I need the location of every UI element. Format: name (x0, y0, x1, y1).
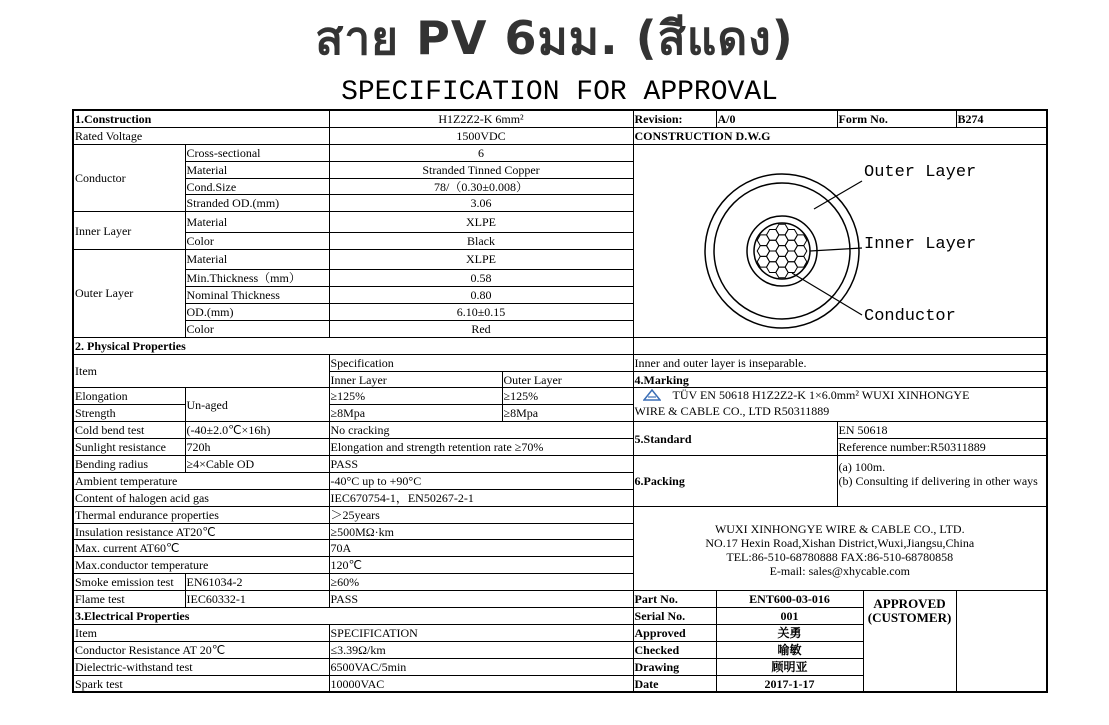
specification-table (72, 109, 1048, 693)
approved-signature: 关勇 (716, 624, 863, 641)
conductor-row-value: 6 (329, 144, 633, 161)
packing-line1: (a) 100m. (838, 460, 886, 475)
property-label: Ambient temperature (73, 472, 329, 489)
form-label: Form No. (837, 110, 956, 127)
electrical-value: ≤3.39Ω/km (329, 641, 633, 658)
outer-layer-inner-circle (714, 183, 850, 319)
property-value: ＞25years (329, 506, 633, 523)
company-info (633, 506, 1047, 590)
outer-row-label: Color (185, 320, 329, 337)
strength-inner: ≥8Mpa (329, 405, 502, 422)
company-phone: TEL:86-510-68780888 FAX:86-510-68780858 (726, 550, 954, 565)
conductor-row-value: 78/（0.30±0.008） (329, 178, 633, 195)
outer-layer-circle (705, 174, 859, 328)
strength-outer: ≥8Mpa (502, 405, 633, 422)
outer-row-value: 6.10±0.15 (329, 304, 633, 321)
conductor-row-label: Cross-sectional (185, 144, 329, 161)
tuv-logo-icon (643, 389, 661, 404)
customer-signature-area (956, 591, 1047, 693)
property-value: PASS (329, 591, 633, 608)
property-value: ≥60% (329, 574, 633, 591)
customer-approval: APPROVED (CUSTOMER) (863, 591, 956, 693)
property-condition: IEC60332-1 (185, 591, 329, 608)
property-value: ≥500MΩ·km (329, 523, 633, 540)
company-email: E-mail: sales@xhycable.com (769, 564, 910, 579)
electrical-heading: 3.Electrical Properties (73, 608, 633, 625)
outer-row-label: Material (185, 249, 329, 270)
physical-heading: 2. Physical Properties (73, 337, 633, 354)
electrical-label: Spark test (73, 675, 329, 692)
conductor-circle (754, 223, 810, 279)
electrical-value: 10000VAC (329, 675, 633, 692)
property-condition: EN61034-2 (185, 574, 329, 591)
property-label: Smoke emission test (73, 574, 185, 591)
elongation-outer: ≥125% (502, 388, 633, 405)
drawing-label: Drawing (633, 658, 716, 675)
inner-row-label: Material (185, 212, 329, 232)
inner-layer-leader (810, 248, 862, 251)
conductor-label-text: Conductor (863, 306, 956, 326)
document-subtitle: SPECIFICATION FOR APPROVAL (341, 77, 778, 108)
rated-voltage-label: Rated Voltage (73, 127, 329, 144)
strength-label: Strength (73, 405, 185, 422)
property-label: Max.conductor temperature (73, 557, 329, 574)
property-condition: (-40±2.0℃×16h) (185, 422, 329, 439)
outer-row-label: Nominal Thickness (185, 287, 329, 304)
conductor-row-label: Stranded OD.(mm) (185, 195, 329, 212)
rated-voltage-value: 1500VDC (329, 127, 633, 144)
company-name: WUXI XINHONGYE WIRE & CABLE CO., LTD. (714, 522, 965, 537)
electrical-item-label: Item (73, 624, 329, 641)
drawing-signature: 顾明亚 (716, 658, 863, 675)
drawing-note: Inner and outer layer is inseparable. (633, 354, 1047, 371)
property-label: Bending radius (73, 456, 185, 473)
construction-drawing (633, 144, 1047, 337)
construction-heading: 1.Construction (73, 110, 329, 127)
cable-model: H1Z2Z2-K 6mm² (329, 110, 633, 127)
conductor-row-value: 3.06 (329, 195, 633, 212)
marking-line2: WIRE & CABLE CO., LTD R50311889 (634, 404, 830, 419)
conductor-strands (757, 224, 807, 278)
drawing-filler (633, 337, 1047, 354)
standard-line2: Reference number:R50311889 (837, 439, 1047, 456)
conductor-strand (794, 245, 806, 256)
conductor-row-label: Material (185, 161, 329, 178)
outer-row-label: Min.Thickness（mm） (185, 270, 329, 287)
date-label: Date (633, 675, 716, 692)
outer-row-value: XLPE (329, 249, 633, 270)
revision-value: A/0 (716, 110, 837, 127)
property-value: -40°C up to +90°C (329, 472, 633, 489)
conductor-row-value: Stranded Tinned Copper (329, 161, 633, 178)
outer-layer-label: Outer Layer (863, 162, 976, 182)
marking-text (633, 388, 1047, 422)
property-condition: 720h (185, 439, 329, 456)
inner-row-value: Black (329, 232, 633, 249)
outer-row-value: 0.58 (329, 270, 633, 287)
serial-no-value: 001 (716, 608, 863, 625)
electrical-spec-label: SPECIFICATION (329, 624, 633, 641)
conductor-strand (794, 256, 806, 267)
inner-row-value: XLPE (329, 212, 633, 232)
part-no-label: Part No. (633, 591, 716, 608)
property-value: 120℃ (329, 557, 633, 574)
physical-outer-label: Outer Layer (502, 371, 633, 388)
conductor-leader (792, 273, 862, 315)
conductor-label: Conductor (73, 144, 185, 212)
property-label: Max. current AT60℃ (73, 540, 329, 557)
property-value: No cracking (329, 422, 633, 439)
property-label: Cold bend test (73, 422, 185, 439)
conductor-strand (794, 235, 806, 246)
electrical-value: 6500VAC/5min (329, 658, 633, 675)
part-no-value: ENT600-03-016 (716, 591, 863, 608)
physical-spec-label: Specification (329, 354, 633, 371)
property-label: Content of halogen acid gas (73, 489, 329, 506)
electrical-label: Conductor Resistance AT 20℃ (73, 641, 329, 658)
inner-layer-group-label: Inner Layer (73, 212, 185, 249)
checked-label: Checked (633, 641, 716, 658)
unaged-label: Un-aged (185, 388, 329, 422)
elongation-label: Elongation (73, 388, 185, 405)
outer-layer-group-label: Outer Layer (73, 249, 185, 337)
marking-line1: TÜV EN 50618 H1Z2Z2-K 1×6.0mm² WUXI XINHONGYE (672, 388, 970, 403)
conductor-row-label: Cond.Size (185, 178, 329, 195)
company-address: NO.17 Hexin Road,Xishan District,Wuxi,Jiangsu,China (705, 536, 975, 551)
standard-heading: 5.Standard (633, 422, 837, 456)
marking-heading: 4.Marking (633, 371, 1047, 388)
property-label: Sunlight resistance (73, 439, 185, 456)
elongation-inner: ≥125% (329, 388, 502, 405)
physical-item-label: Item (73, 354, 329, 388)
packing-text (837, 456, 1047, 507)
outer-row-value: Red (329, 320, 633, 337)
checked-signature: 喻敏 (716, 641, 863, 658)
inner-row-label: Color (185, 232, 329, 249)
property-value: Elongation and strength retention rate ≥70% (329, 439, 633, 456)
outer-row-value: 0.80 (329, 287, 633, 304)
approved-label: Approved (633, 624, 716, 641)
page-title: สาย PV 6มม. (สีแดง) (315, 11, 794, 65)
property-label: Insulation resistance AT20℃ (73, 523, 329, 540)
revision-label: Revision: (633, 110, 716, 127)
packing-heading: 6.Packing (633, 456, 837, 507)
property-value: IEC670754-1，EN50267-2-1 (329, 489, 633, 506)
electrical-label: Dielectric-withstand test (73, 658, 329, 675)
property-condition: ≥4×Cable OD (185, 456, 329, 473)
packing-line2: (b) Consulting if delivering in other ways (838, 474, 1038, 489)
property-value: 70A (329, 540, 633, 557)
standard-line1: EN 50618 (837, 422, 1047, 439)
property-value: PASS (329, 456, 633, 473)
serial-no-label: Serial No. (633, 608, 716, 625)
inner-layer-label: Inner Layer (863, 234, 976, 254)
construction-dwg-label: CONSTRUCTION D.W.G (633, 127, 1047, 144)
form-value: B274 (956, 110, 1047, 127)
physical-inner-label: Inner Layer (329, 371, 502, 388)
date-value: 2017-1-17 (716, 675, 863, 692)
property-label: Thermal endurance properties (73, 506, 329, 523)
outer-row-label: OD.(mm) (185, 304, 329, 321)
property-label: Flame test (73, 591, 185, 608)
cable-cross-section-diagram (634, 145, 1046, 337)
